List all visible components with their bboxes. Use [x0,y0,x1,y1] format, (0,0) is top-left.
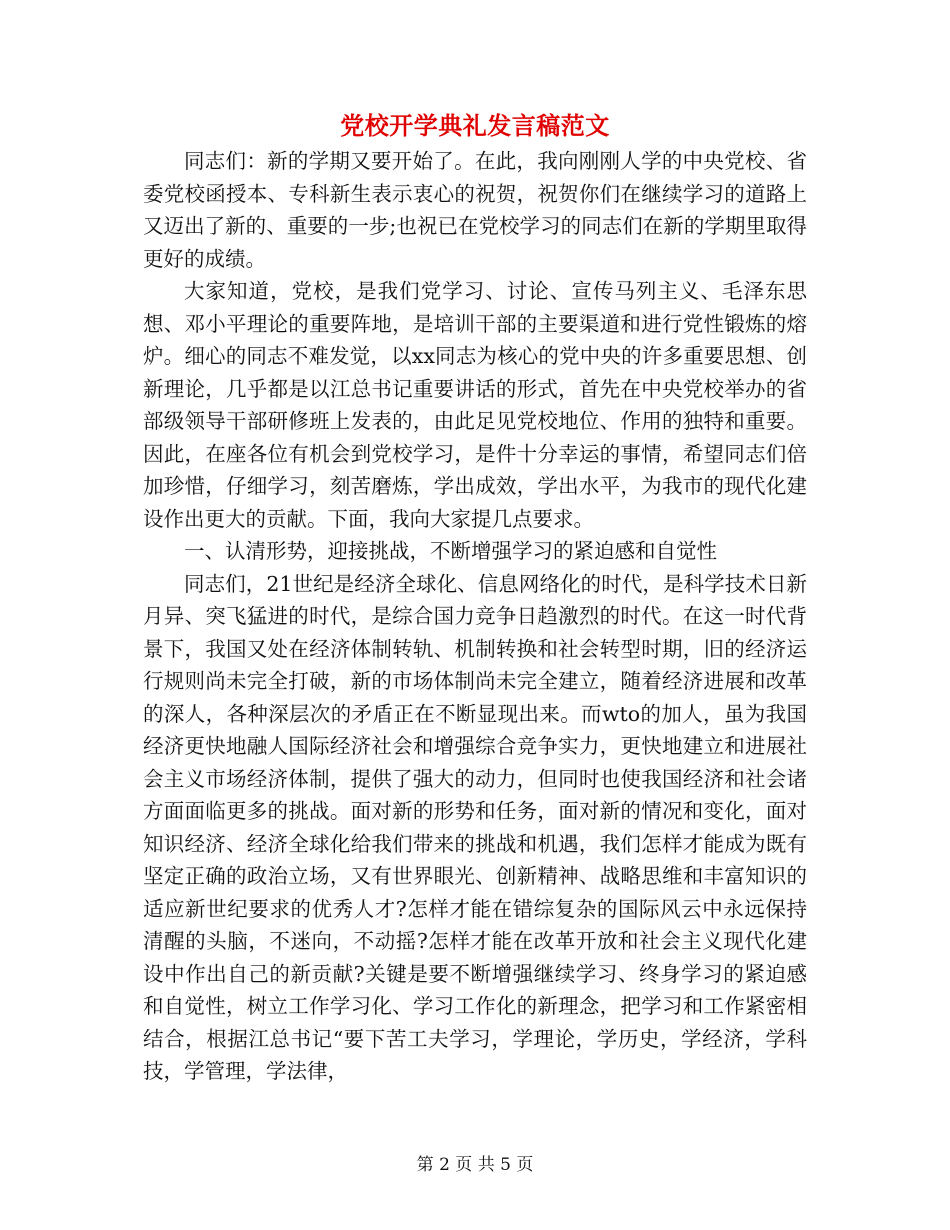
paragraph: 大家知道，党校，是我们党学习、讨论、宣传马列主义、毛泽东思想、邓小平理论的重要阵地，是培训干部的主要渠道和进行党性锻炼的熔炉。细心的同志不难发觉，以xx同志为核心的党中央的许多重要思想、创新理论，几乎都是以江总书记重要讲话的形式，首先在中央党校举办的省部级领导干部研修班上发表的，由此足见党校地位、作用的独特和重要。因此，在座各位有机会到党校学习，是件十分幸运的事情，希望同志们倍加珍惜，仔细学习，刻苦磨炼，学出成效，学出水平，为我市的现代化建设作出更大的贡献。下面，我向大家提几点要求。 [143,279,807,531]
document-title: 党校开学典礼发言稿范文 [340,111,610,140]
paragraph: 同志们，21世纪是经济全球化、信息网络化的时代，是科学技术日新月异、突飞猛进的时代，是综合国力竞争日趋激烈的时代。在这一时代背景下，我国又处在经济体制转轨、机制转换和社会转型时期，旧的经济运行规则尚未完全打破，新的市场体制尚未完全建立，随着经济进展和改革的深人，各种深层次的矛盾正在不断显现出来。而wto的加人，虽为我国经济更快地融人国际经济社会和增强综合竞争实力，更快地建立和进展社会主义市场经济体制，提供了强大的动力，但同时也使我国经济和社会诸方面面临更多的挑战。面对新的形势和任务，面对新的情况和变化，面对知识经济、经济全球化给我们带来的挑战和机遇，我们怎样才能成为既有坚定正确的政治立场，又有世界眼光、创新精神、战略思维和丰富知识的适应新世纪要求的优秀人才?怎样才能在错综复杂的国际风云中永远保持清醒的头脑，不迷向，不动摇?怎样才能在改革开放和社会主义现代化建设中作出自己的新贡献?关键是要不断增强继续学习、终身学习的紧迫感和自觉性，树立工作学习化、学习工作化的新理念，把学习和工作紧密相结合，根据江总书记“要下苦工夫学习，学理论，学历史，学经济，学科技，学管理，学法律， [143,571,807,1083]
document-body [143,145,807,1088]
section-heading: 一、认清形势，迎接挑战，不断增强学习的紧迫感和自觉性 [184,539,717,563]
paragraph: 同志们：新的学期又要开始了。在此，我向刚刚人学的中央党校、省委党校函授本、专科新生表示衷心的祝贺，祝贺你们在继续学习的道路上又迈出了新的、重要的一步;也祝已在党校学习的同志们在新的学期里取得更好的成绩。 [143,149,807,271]
page-number-footer: 第 2 页 共 5 页 [416,1155,534,1175]
